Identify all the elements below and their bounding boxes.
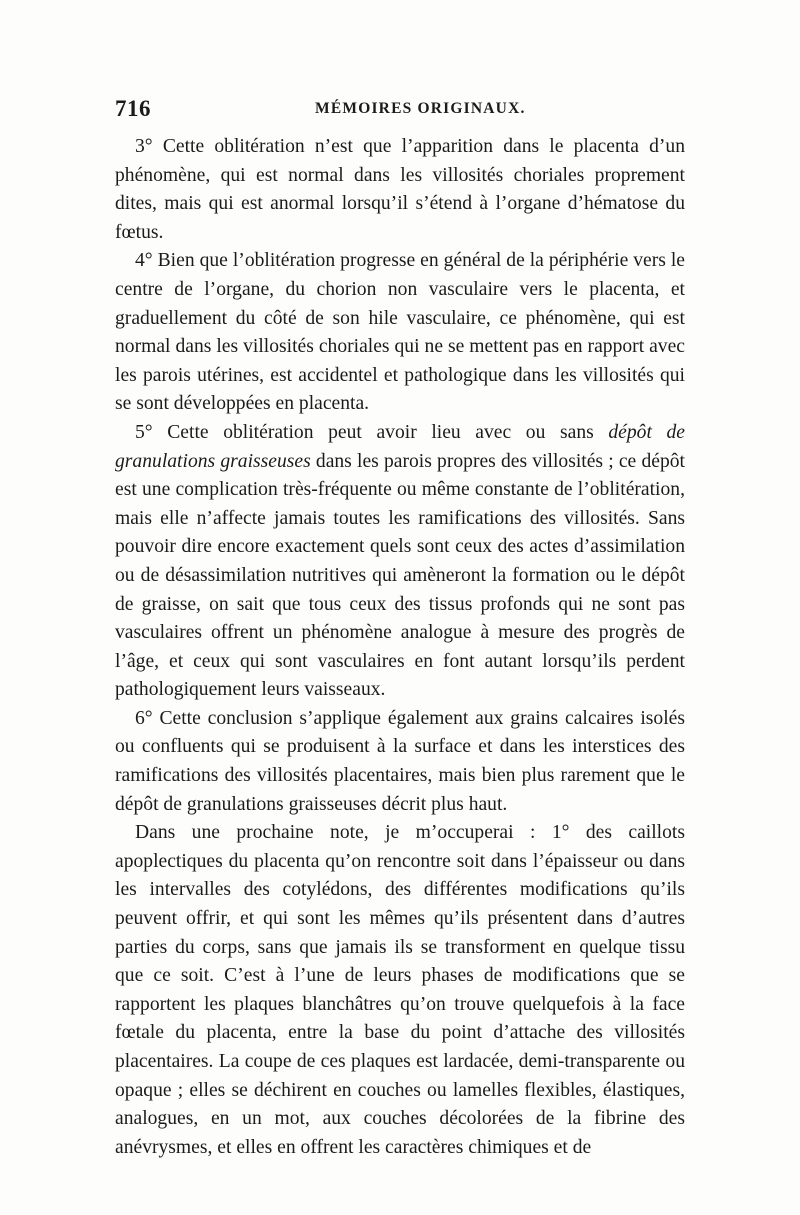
page-header (115, 96, 685, 128)
body-text (115, 133, 685, 1162)
paragraph-text-continued: dans les parois propres des villosités ; ce dépôt est une complication très-fréquente ou même constante de l’oblitération, mais elle n’affecte jamais toutes les ramifications des villosités. Sans pouvoir dire encore exactement quels sont ceux des actes d’assimilation ou de désassimilation nutritives qui amèneront la formation ou le dépôt de graisse, on sait que tous ceux des tissus profonds qui ne sont pas vasculaires offrent un phénomène analogue à mesure des progrès de l’âge, et ceux qui sont vasculaires en font autant lorsqu’ils perdent pathologiquement leurs vaisseaux. (115, 450, 685, 701)
paragraph-text: 5° Cette oblitération peut avoir lieu avec ou sans (135, 421, 609, 443)
paragraph-text: Dans une prochaine note, je m’occuperai : 1° des caillots apoplectiques du placenta qu’on rencontre soit dans l’épaisseur ou dans les intervalles des cotylédons, des différentes modifications qu’ils peuvent offrir, et qui sont les mêmes qu’ils présentent dans d’autres parties du corps, sans que jamais ils se transforment en quelque tissu que ce soit. C’est à l’une de leurs phases de modifications que se rapportent les plaques blanchâtres qu’on trouve quelquefois à la face fœtale du placenta, entre la base du point d’attache des villosités placentaires. La coupe de ces plaques est lardacée, demi-transparente ou opaque ; elles se déchirent en couches ou lamelles flexibles, élastiques, analogues, en un mot, aux couches décolorées de la fibrine des anévrysmes, et elles en offrent les caractères chimiques et de (115, 822, 685, 1158)
paragraph-conclusion-5 (115, 419, 685, 705)
paragraph-conclusion-4 (115, 247, 685, 419)
paragraph-conclusion-6 (115, 705, 685, 819)
page-number: 716 (115, 96, 151, 121)
paragraph-conclusion-3 (115, 133, 685, 247)
paragraph-next-note (115, 819, 685, 1162)
paragraph-text: 3° Cette oblitération n’est que l’apparition dans le placenta d’un phénomène, qui est normal dans les villosités choriales proprement dites, mais qui est anormal lorsqu’il s’étend à l’organe d’hématose du fœtus. (115, 136, 685, 243)
paragraph-text: 6° Cette conclusion s’applique également aux grains calcaires isolés ou confluents qui se produisent à la surface et dans les interstices des ramifications des villosités placentaires, mais bien plus rarement que le dépôt de granulations graisseuses décrit plus haut. (115, 707, 685, 815)
italic-term: dépôt de granulations graisseuses (115, 421, 685, 472)
paragraph-text: 4° Bien que l’oblitération progresse en général de la périphérie vers le centre de l’organe, du chorion non vasculaire vers le placenta, et graduellement du côté de son hile vasculaire, ce phénomène, qui est normal dans les villosités choriales qui ne se mettent pas en rapport avec les parois utérines, est accidentel et pathologique dans les villosités qui se sont développées en placenta. (115, 250, 685, 415)
running-title: MÉMOIRES ORIGINAUX. (315, 100, 526, 117)
